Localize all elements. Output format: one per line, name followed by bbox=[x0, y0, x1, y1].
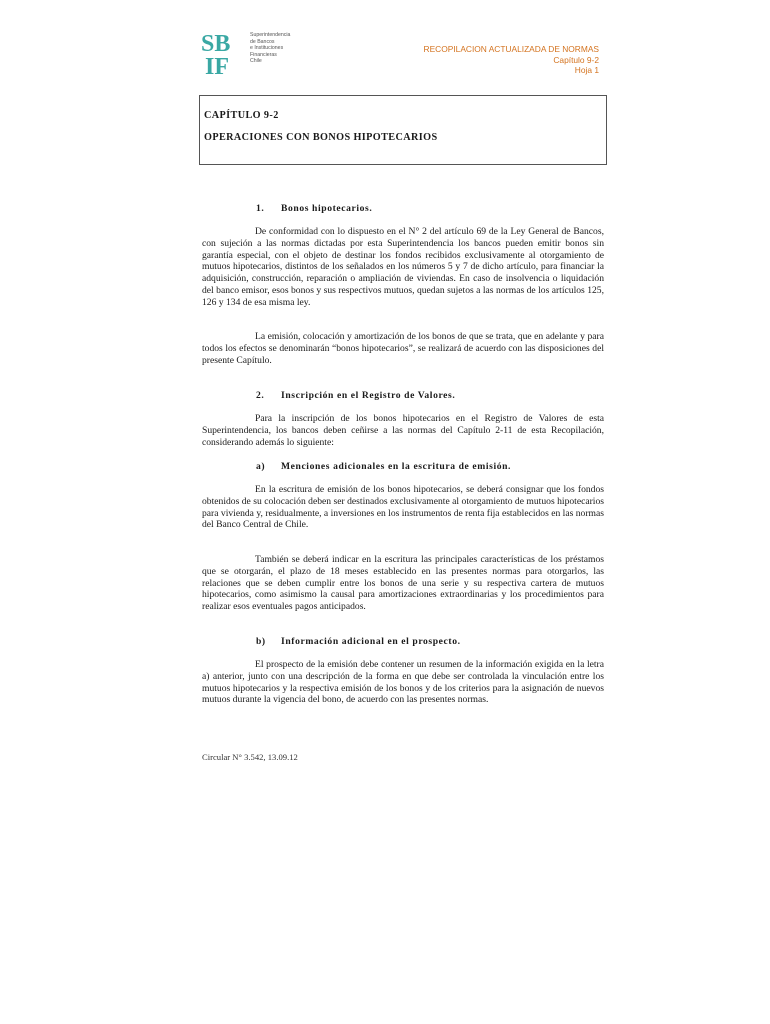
header-chapter: Capítulo 9-2 bbox=[553, 54, 599, 65]
subsection-letter: b) bbox=[256, 636, 266, 647]
section-2-paragraph-1: Para la inscripción de los bonos hipotecarios en el Registro de Valores de esta Superintendencia, los bancos deben ceñirse a las normas del Capítulo 2-11 de esta Recopilación, considerando además lo siguiente: bbox=[202, 413, 604, 448]
section-title: Bonos hipotecarios. bbox=[281, 203, 373, 214]
subsection-a-paragraph-2: También se deberá indicar en la escritura las principales características de los préstamos que se otorgarán, el plazo de 18 meses establecido en las presentes normas para otorgarlos, las relaciones que se deben cumplir entre los bonos de una serie y su respectiva cartera de mutuos hipotecarios, como asimismo la causal para amortizaciones extraordinarias y los procedimientos para realizar esos eventuales pagos anticipados. bbox=[202, 554, 604, 613]
sbif-logo bbox=[200, 30, 300, 76]
chapter-box bbox=[199, 95, 607, 165]
subsection-title: Información adicional en el prospecto. bbox=[281, 636, 461, 647]
chapter-number: CAPÍTULO 9-2 bbox=[204, 110, 279, 121]
logo-line: Chile bbox=[250, 58, 262, 65]
section-number: 1. bbox=[256, 203, 265, 214]
section-1-paragraph-1: De conformidad con lo dispuesto en el N° 2 del artículo 69 de la Ley General de Bancos, con sujeción a las normas dictadas por esta Superintendencia los bancos pueden emitir bonos sin garantía especial, con el objeto de destinar los fondos recibidos exclusivamente al otorgamiento de mutuos hipotecarios, distintos de los señalados en los números 5 y 7 de dicho artículo, para financiar la adquisición, construcción, reparación o ampliación de viviendas. En caso de insolvencia o liquidación del banco emisor, esos bonos y sus respectivos mutuos, quedan sujetos a las normas de los artículos 125, 126 y 134 de esa misma ley. bbox=[202, 226, 604, 308]
header-sheet: Hoja 1 bbox=[574, 65, 599, 75]
section-1-paragraph-2: La emisión, colocación y amortización de los bonos de que se trata, que en adelante y para todos los efectos se denominarán “bonos hipotecarios”, se realizará de acuerdo con las disposiciones del presente Capítulo. bbox=[202, 331, 604, 366]
subsection-letter: a) bbox=[256, 461, 266, 472]
sbif-logo-mark bbox=[200, 30, 246, 76]
svg-text:IF: IF bbox=[205, 54, 229, 76]
section-title: Inscripción en el Registro de Valores. bbox=[281, 390, 456, 401]
logo-text bbox=[250, 32, 290, 65]
subsection-b-paragraph-1: El prospecto de la emisión debe contener un resumen de la información exigida en la letra a) anterior, junto con una descripción de la forma en que debe ser controlada la vinculación entre los mutuos hipotecarios y la respectiva emisión de los bonos y de los criterios para la asignación de nuevos mutuos durante la vigencia del bono, de acuerdo con las presentes normas. bbox=[202, 659, 604, 706]
header-title: RECOPILACION ACTUALIZADA DE NORMAS bbox=[423, 44, 599, 54]
subsection-a-paragraph-1: En la escritura de emisión de los bonos hipotecarios, se deberá consignar que los fondos obtenidos de su colocación deben ser destinados exclusivamente al otorgamiento de mutuos hipotecarios para vivienda y, residualmente, a inversiones en los instrumentos de renta fija establecidos en las normas del Banco Central de Chile. bbox=[202, 484, 604, 531]
svg-text:SB: SB bbox=[201, 31, 231, 57]
logo-line: de Bancos bbox=[250, 38, 275, 45]
logo-line: Financieras bbox=[250, 51, 277, 58]
logo-line: Superintendencia bbox=[250, 32, 291, 38]
circular-reference: Circular N° 3.542, 13.09.12 bbox=[202, 752, 298, 762]
chapter-title: OPERACIONES CON BONOS HIPOTECARIOS bbox=[204, 132, 438, 143]
section-number: 2. bbox=[256, 390, 265, 401]
subsection-title: Menciones adicionales en la escritura de emisión. bbox=[281, 461, 512, 472]
document-header bbox=[424, 44, 599, 76]
logo-line: e Instituciones bbox=[250, 45, 284, 52]
